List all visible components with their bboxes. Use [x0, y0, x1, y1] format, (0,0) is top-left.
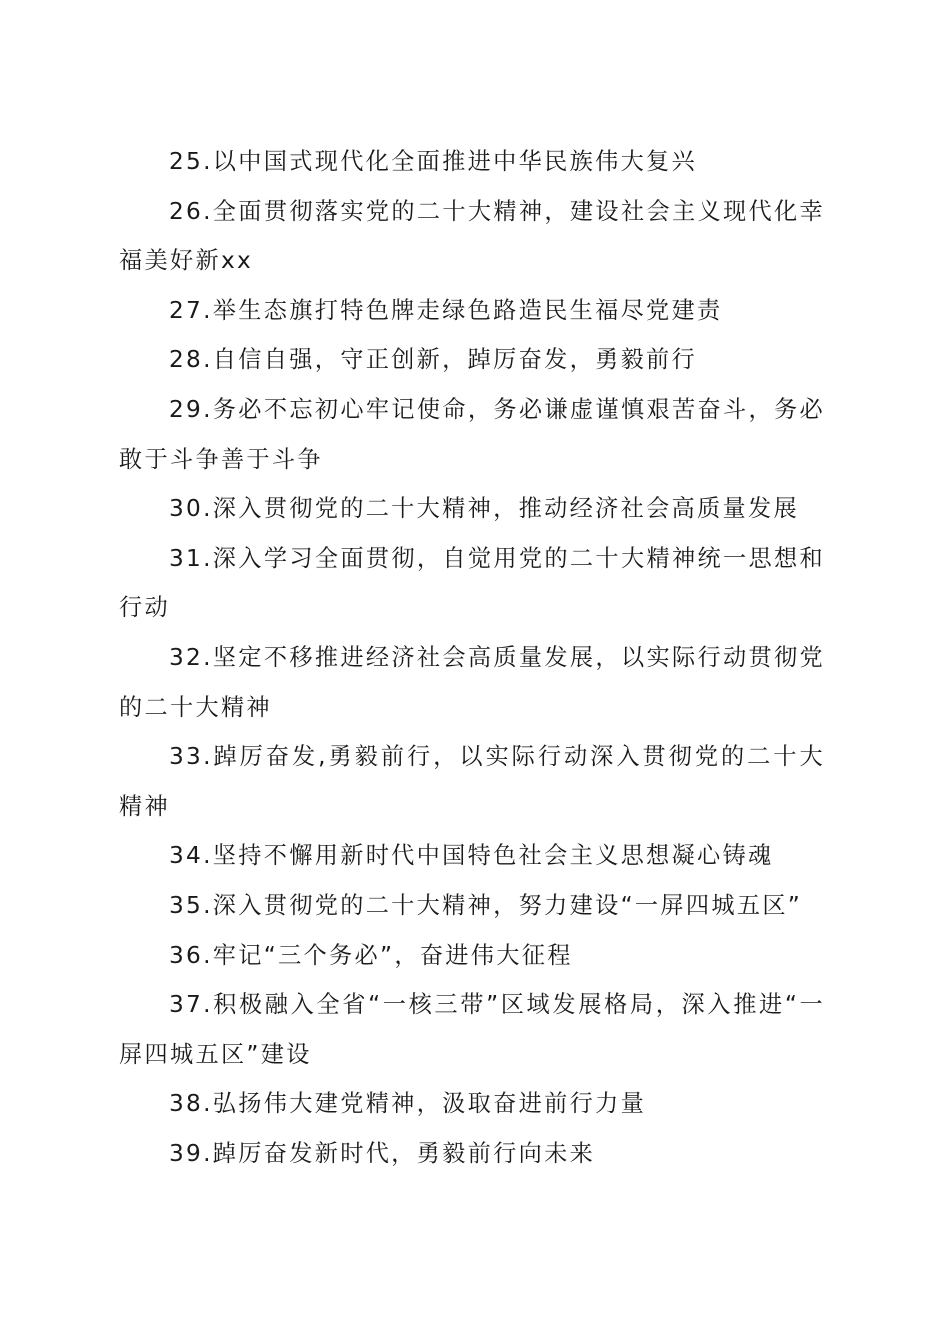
list-item: 37.积极融入全省“一核三带”区域发展格局，深入推进“一屏四城五区”建设	[119, 991, 825, 1068]
slogan-list	[119, 137, 825, 1178]
list-item: 31.深入学习全面贯彻，自觉用党的二十大精神统一思想和行动	[119, 544, 825, 622]
list-item: 28.自信自强，守正创新，踔厉奋发，勇毅前行	[169, 346, 698, 374]
list-item: 39.踔厉奋发新时代，勇毅前行向未来	[169, 1139, 596, 1167]
list-item: 29.务必不忘初心牢记使命，务必谦虚谨慎艰苦奋斗，务必敢于斗争善于斗争	[119, 395, 825, 473]
list-item: 38.弘扬伟大建党精神，汲取奋进前行力量	[169, 1090, 647, 1118]
list-item: 27.举生态旗打特色牌走绿色路造民生福尽党建责	[169, 296, 723, 324]
list-item: 30.深入贯彻党的二十大精神，推动经济社会高质量发展	[169, 495, 799, 523]
list-item: 35.深入贯彻党的二十大精神，努力建设“一屏四城五区”	[169, 891, 803, 919]
list-item: 33.踔厉奋发,勇毅前行，以实际行动深入贯彻党的二十大精神	[119, 743, 825, 820]
list-item: 25.以中国式现代化全面推进中华民族伟大复兴	[169, 148, 698, 175]
list-item: 26.全面贯彻落实党的二十大精神，建设社会主义现代化幸福美好新xx	[119, 197, 825, 275]
list-item: 34.坚持不懈用新时代中国特色社会主义思想凝心铸魂	[169, 842, 774, 870]
list-item: 36.牢记“三个务必”，奋进伟大征程	[169, 941, 573, 969]
list-item: 32.坚定不移推进经济社会高质量发展，以实际行动贯彻党的二十大精神	[119, 643, 825, 721]
